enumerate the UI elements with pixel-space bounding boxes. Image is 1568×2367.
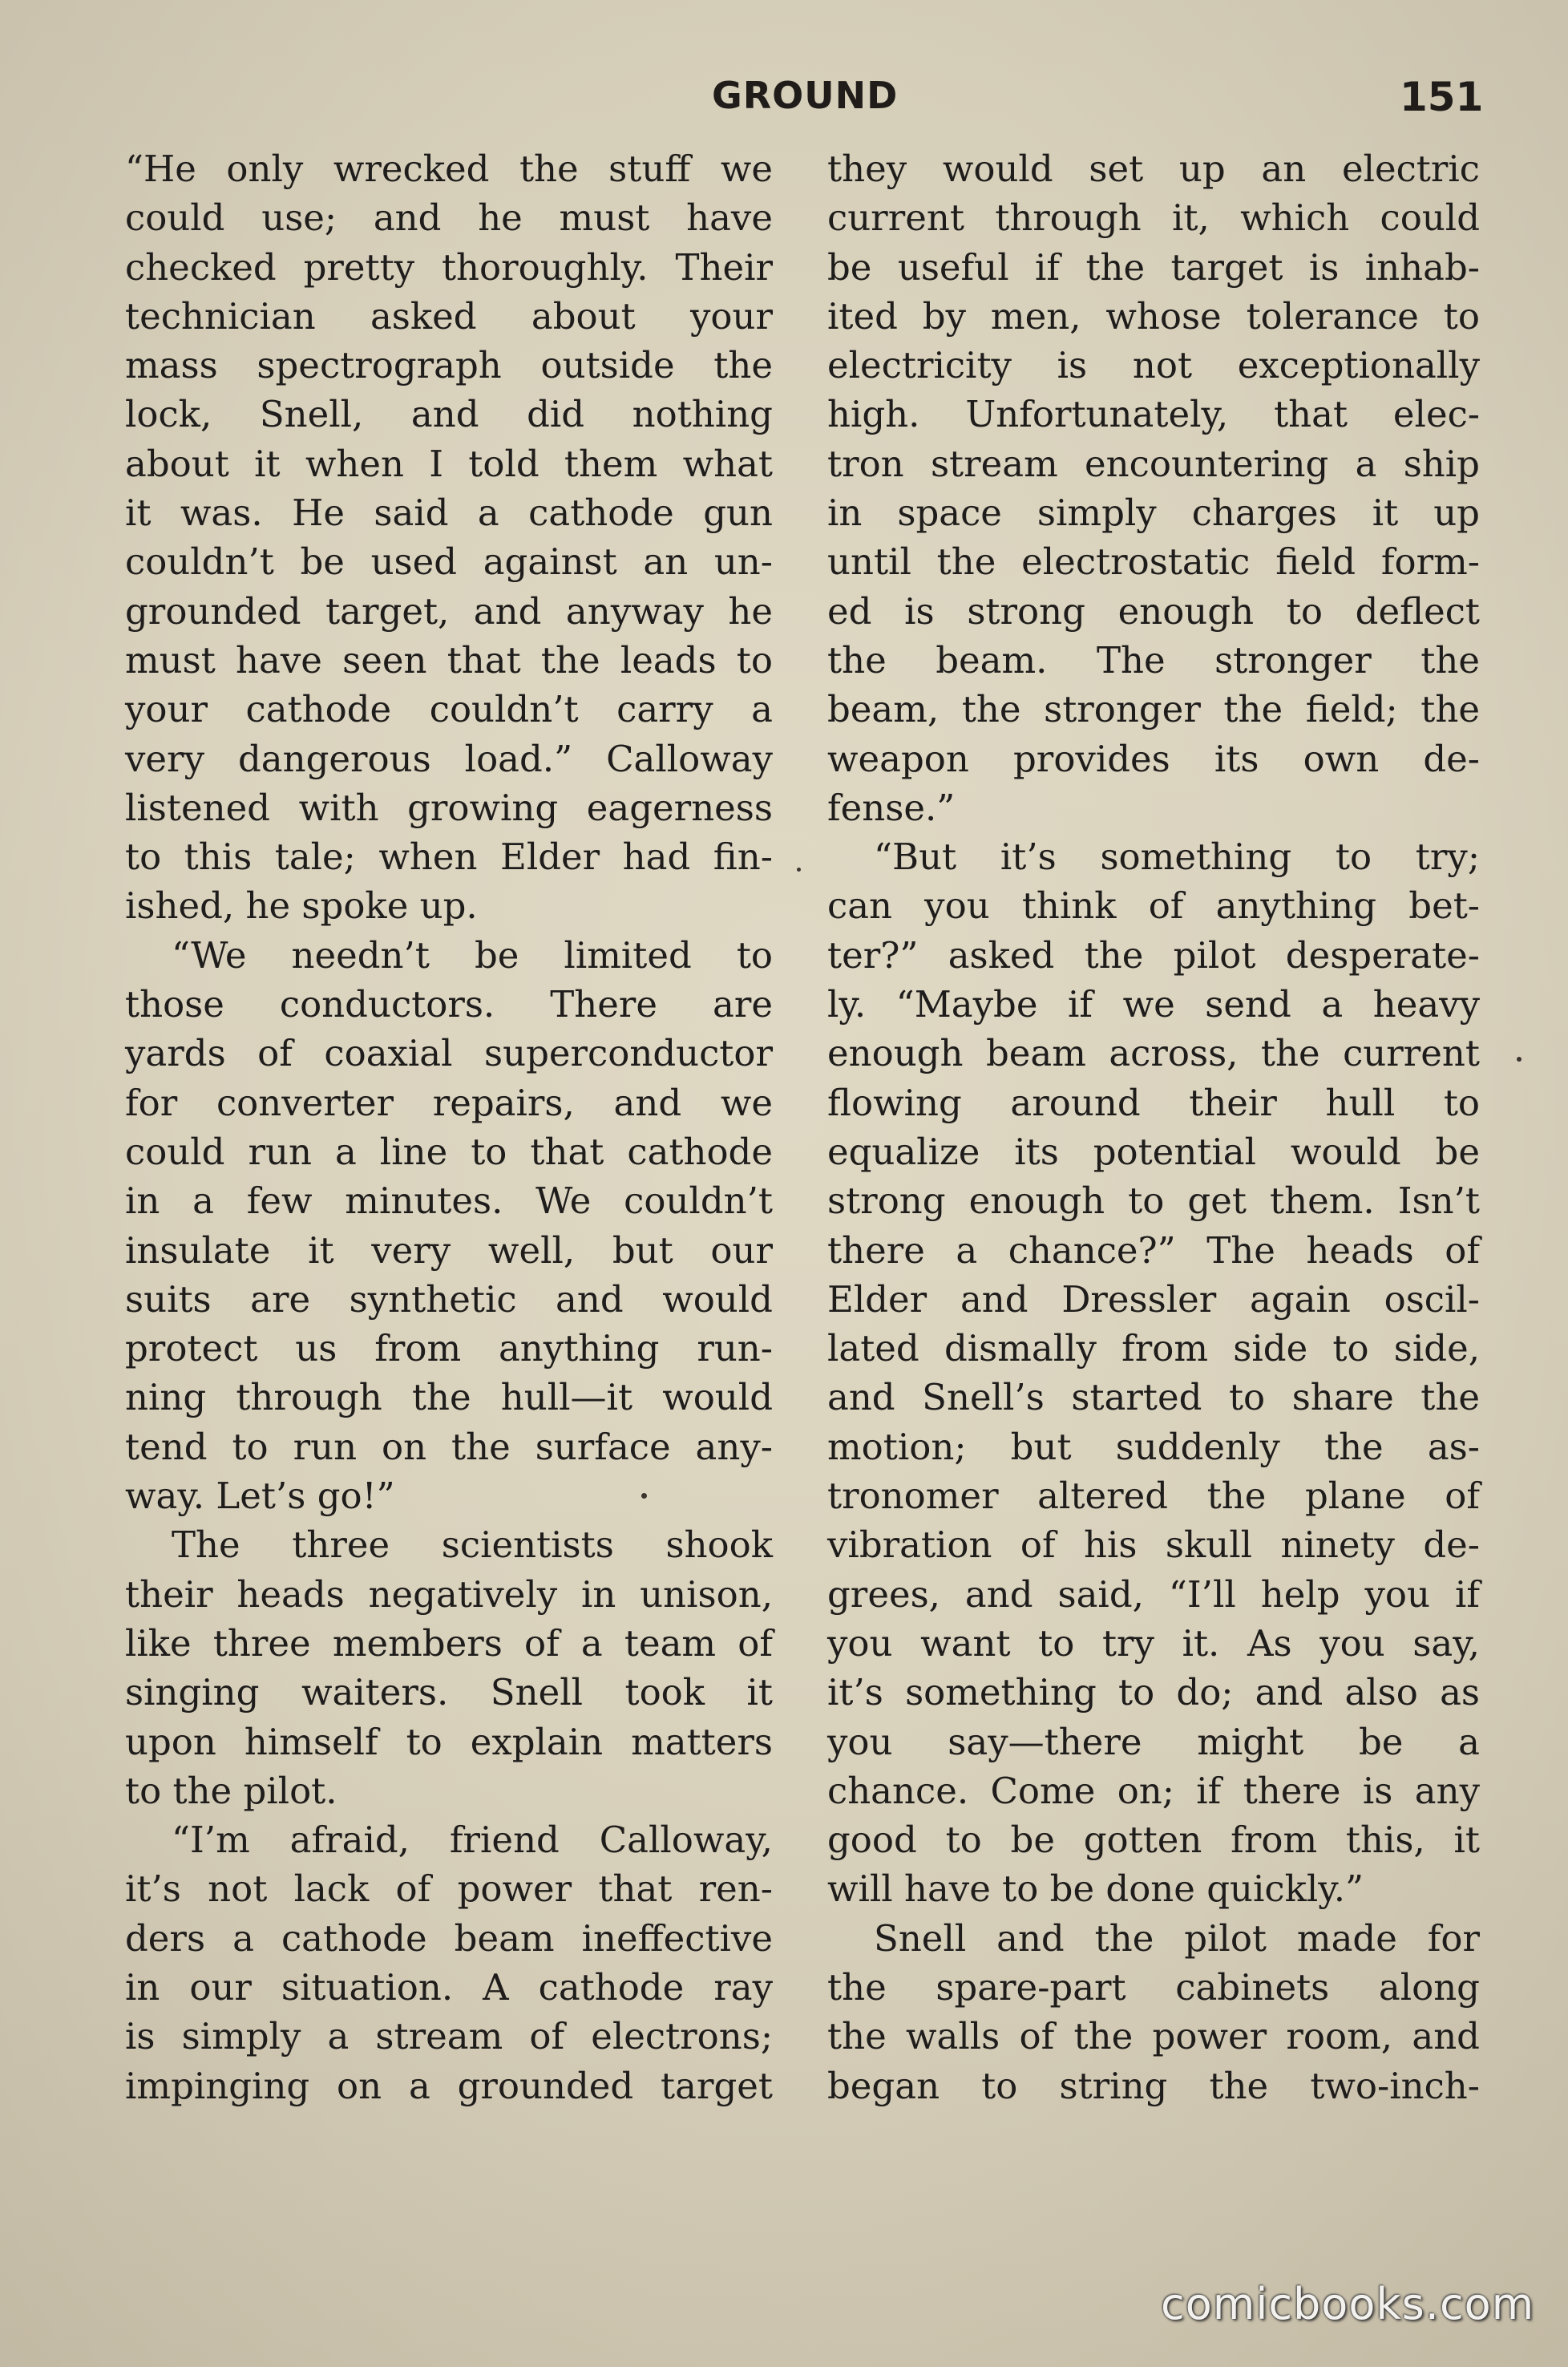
text-line: ly. “Maybe if we send a heavy (827, 983, 1480, 1026)
ink-speck (797, 868, 801, 872)
text-line: insulate it very well, but our (125, 1228, 773, 1272)
text-line: tron stream encountering a ship (827, 442, 1480, 485)
text-line: the beam. The stronger the (827, 638, 1480, 682)
text-line: mass spectrograph outside the (125, 344, 773, 387)
text-line: your cathode couldn’t carry a (125, 688, 773, 731)
text-line: “He only wrecked the stuff we (125, 148, 773, 190)
running-head: GROUND (712, 74, 899, 117)
text-line: motion; but suddenly the as- (827, 1425, 1480, 1468)
text-line: fense.” (827, 786, 956, 829)
text-line: singing waiters. Snell took it (125, 1671, 773, 1714)
text-line: ning through the hull—it would (125, 1376, 773, 1419)
text-line: upon himself to explain matters (125, 1720, 773, 1763)
right-column (827, 144, 1480, 2110)
text-line: chance. Come on; if there is any (827, 1769, 1480, 1812)
text-line: to the pilot. (125, 1769, 337, 1812)
text-line: in space simply charges it up (827, 492, 1480, 535)
text-line: technician asked about your (125, 294, 773, 338)
text-line: in a few minutes. We couldn’t (125, 1179, 773, 1223)
text-line: they would set up an electric (827, 148, 1480, 190)
text-line: vibration of his skull ninety de- (827, 1523, 1480, 1567)
text-line: be useful if the target is inhab- (827, 245, 1480, 289)
text-line: current through it, which could (827, 196, 1480, 240)
left-column (125, 144, 773, 2110)
text-line: “But it’s something to try; (874, 836, 1480, 879)
text-line: in our situation. A cathode ray (125, 1965, 773, 2009)
text-line: you want to try it. As you say, (827, 1621, 1480, 1665)
ink-speck (641, 1493, 647, 1499)
text-line: will have to be done quickly.” (827, 1867, 1364, 1911)
text-line: way. Let’s go!” (125, 1475, 395, 1518)
text-line: flowing around their hull to (827, 1081, 1480, 1124)
text-line: protect us from anything run- (125, 1327, 773, 1370)
text-line: ited by men, whose tolerance to (827, 294, 1480, 338)
text-line: couldn’t be used against an un- (125, 540, 773, 584)
text-line: “I’m afraid, friend Calloway, (172, 1819, 773, 1862)
text-line: The three scientists shook (172, 1523, 773, 1567)
text-line: those conductors. There are (125, 983, 773, 1026)
text-line: listened with growing eagerness (125, 786, 773, 829)
text-line: it’s something to do; and also as (827, 1671, 1480, 1714)
text-line: good to be gotten from this, it (827, 1819, 1480, 1862)
text-line: ders a cathode beam ineffective (125, 1916, 773, 1960)
text-line: their heads negatively in unison, (125, 1572, 773, 1616)
text-line: checked pretty thoroughly. Their (125, 245, 773, 289)
text-line: impinging on a grounded target (125, 2064, 773, 2107)
text-line: could use; and he must have (125, 196, 773, 240)
text-line: beam, the stronger the field; the (827, 688, 1480, 731)
text-line: you say—there might be a (827, 1720, 1480, 1763)
text-line: about it when I told them what (125, 442, 773, 485)
ink-speck (1517, 1057, 1522, 1062)
text-line: tend to run on the surface any- (125, 1425, 773, 1468)
text-line: like three members of a team of (125, 1621, 773, 1665)
text-line: “We needn’t be limited to (172, 933, 773, 977)
text-line: ished, he spoke up. (125, 884, 478, 928)
text-line: Snell and the pilot made for (874, 1916, 1480, 1960)
text-line: grees, and said, “I’ll help you if (827, 1572, 1480, 1616)
text-line: suits are synthetic and would (125, 1277, 773, 1321)
text-line: the spare-part cabinets along (827, 1965, 1480, 2009)
text-line: must have seen that the leads to (125, 638, 773, 682)
text-line: high. Unfortunately, that elec- (827, 393, 1480, 436)
text-line: there a chance?” The heads of (827, 1228, 1480, 1272)
text-line: electricity is not exceptionally (827, 344, 1480, 387)
text-line: lated dismally from side to side, (827, 1327, 1480, 1370)
text-line: to this tale; when Elder had fin- (125, 836, 773, 879)
text-line: it’s not lack of power that ren- (125, 1867, 773, 1911)
text-line: weapon provides its own de- (827, 737, 1480, 780)
text-line: Elder and Dressler again oscil- (827, 1277, 1480, 1321)
text-line: grounded target, and anyway he (125, 589, 773, 633)
watermark: comicbooks.com (1161, 2279, 1535, 2329)
text-line: tronomer altered the plane of (827, 1475, 1480, 1518)
text-line: can you think of anything bet- (827, 884, 1480, 928)
text-line: ter?” asked the pilot desperate- (827, 933, 1480, 977)
text-line: began to string the two-inch- (827, 2064, 1480, 2107)
page-number: 151 (1400, 74, 1484, 120)
text-line: yards of coaxial superconductor (125, 1032, 773, 1075)
text-line: until the electrostatic field form- (827, 540, 1480, 584)
text-line: could run a line to that cathode (125, 1130, 773, 1173)
text-line: enough beam across, the current (827, 1032, 1480, 1075)
text-line: it was. He said a cathode gun (125, 492, 773, 535)
text-line: very dangerous load.” Calloway (125, 737, 773, 780)
text-line: is simply a stream of electrons; (125, 2015, 773, 2058)
text-line: ed is strong enough to deflect (827, 589, 1480, 633)
text-line: and Snell’s started to share the (827, 1376, 1480, 1419)
text-line: for converter repairs, and we (125, 1081, 773, 1124)
text-line: the walls of the power room, and (827, 2015, 1480, 2058)
text-line: strong enough to get them. Isn’t (827, 1179, 1480, 1223)
text-line: equalize its potential would be (827, 1130, 1480, 1173)
text-line: lock, Snell, and did nothing (125, 393, 773, 436)
